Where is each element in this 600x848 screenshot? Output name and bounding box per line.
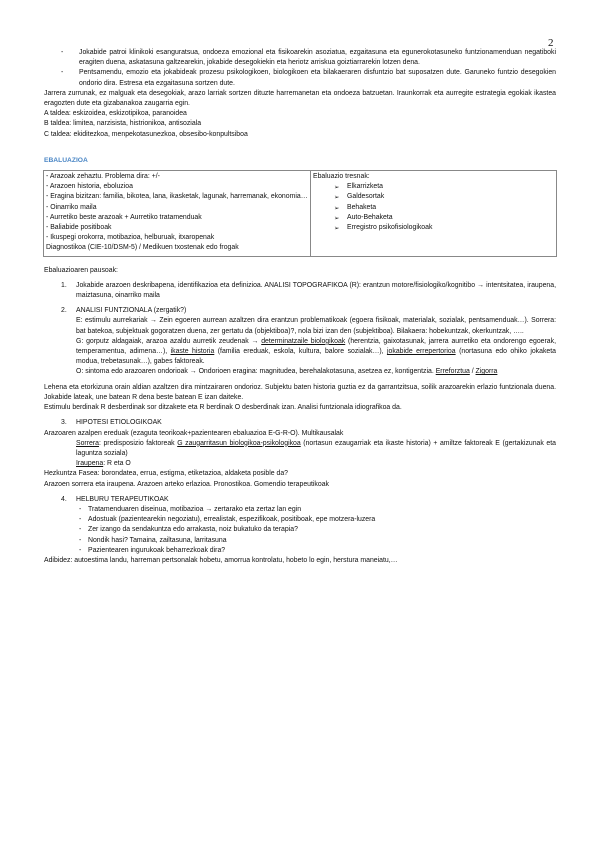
tools-title: Ebaluazio tresnak: [313,173,370,181]
paragraph: Estimulu berdinak R desberdinak sor ditzakete eta R berdinak O desberdinak izan. Analisi funtzionala idiografikoa da. [44,404,402,412]
page-number: 2 [548,37,554,49]
step2-o [44,367,556,377]
step-2 [44,306,556,316]
text: (nortasun ezaugarriak eta ikaste historia) + amiltze faktoreak E (gertakizunak eta laguntza soziala) [76,439,556,457]
text: ikaste historia [170,348,215,356]
text: (herentzia, gaixotasunak, jarrera aurretiko eta ondorengo egoerak, temperamentua, adimena…), [76,337,556,356]
sorrera-line [44,439,556,459]
list-item: - Nondik hasi? Tamaina, zailtasuna, larritasuna [44,536,556,546]
group-c: C taldea: ekiditezkoa, menpekotasunezkoa, obsesibo-konpultsiboa [44,130,248,138]
text: O: sintoma edo arazoaren ondorioak → Ondorioen eragina: magnitudea, berehalakotasuna, asetzea ez, kontigentzia. [76,368,434,376]
step2-e: E: estimulu aurrekariak → Zein egoeren aurrean azaltzen dira erantzun problematikoak (egoera fisikoak, materialak, sozialak, pentsamenduak…). Sorrera: bat batekoa, subjektuak gogoratzen duena, zer gertatu da (objektiboa)?, nola bizi izan den (subjektiboa). Bilakaera: hobekuntzak, okerkuntzak, ….. [76,317,556,335]
tool-item: ➢ Auto-Behaketa [313,213,554,223]
list-item: - Tratamenduaren diseinua, motibazioa → zertarako eta zertaz lan egin [44,505,556,515]
step-text: Jokabide arazoen deskribapena, identifikazioa eta definizioa. ANALISI TOPOGRAFIKOA (R): erantzun motore/fisiologiko/kognitibo → intentsitatea, iraupena, maiztasuna, oinarriko maila [76,281,556,300]
group-a: A taldea: eskizoidea, eskizotipikoa, paranoidea [44,110,187,118]
table-line: - Ikuspegi orokorra, motibazioa, helburuak, itxaropenak [46,234,215,242]
tool-item: ➢ Galdesortak [313,192,554,202]
list-item: - Adostuak (pazientearekin negoziatu), errealistak, espezifikoak, positiboak, epe motzera-luzera [44,515,556,525]
document-body [44,48,556,566]
table-line: Diagnostikoa (CIE-10/DSM-5) / Medikuen txostenak edo frogak [46,244,239,252]
list-item: - Jokabide patroi klinikoki esanguratsua, ondoeza emozional eta fisikoarekin asoziatua, ezgaitasuna eta egunerokotasuneko funtzionamenduan negatiboki eragiten duena, askatasuna galtzearekin, jokabide desegokiekin eta heriotz arriskua goiztiarrarekin lotzen dena. [44,48,556,68]
paragraph: Hezkuntza Fasea: borondatea, errua, estigma, etiketazioa, aldaketa posible da? [44,470,289,478]
step-number: 2. [61,307,67,315]
steps-intro: Ebaluazioaren pausoak: [44,266,118,274]
step-1 [44,281,556,301]
list-item: - Pentsamendu, emozio eta jokabideak prozesu psikologikoen, biologikoen eta bilakaeraren disfuntzio bat suposatzen dute. Garuneko funtzio desegokien ondorio dira. Estresa eta ezgaitasuna sortzen dute. [44,68,556,88]
list-item: - Zer izango da sendakuntza edo arrakasta, noiz bukatuko da terapia? [44,525,556,535]
list-item: - Pazientearen ingurukoak beharrezkoak dira? [44,546,556,556]
text: jokabide errepertorioa [387,348,456,356]
step2-g [44,337,556,368]
table-line: - Arazoen historia, eboluzioa [46,183,133,191]
tool-item: ➢ Elkarrizketa [313,182,554,192]
step-title: HELBURU TERAPEUTIKOAK [76,495,169,503]
step-4 [44,495,556,505]
text: : predisposizio faktoreak [98,439,175,447]
text: Erreforztua [435,368,470,376]
step-3 [44,418,556,428]
table-line: - Arazoak zehaztu. Problema dira: +/- [46,173,160,181]
evaluation-table [43,170,557,257]
text: G zaugarritasun biologikoa-psikologikoa [177,439,301,447]
step-title: ANALISI FUNTZIONALA (zergatik?) [76,307,187,315]
text: Zigorra [475,368,498,376]
paragraph: Jarrera zurrunak, ez malguak eta desegokiak, arazo larriak sortzen dituzte harremanetan eta ondoeza batzuetan. Iraunkorrak eta aurregite estrategia egokiak ikastea eragozten dute eta gizabanakoa zaugarria egin. [44,89,556,108]
text: / [469,368,476,376]
table-line: - Oinarriko maila [46,203,97,211]
step-title: HIPOTESI ETIOLOGIKOAK [76,419,162,427]
paragraph: Lehena eta etorkizuna orain aldian azaltzen dira mintzairaren ondorioz. Subjektu baten historia guztia ez da garrantzitsua, soilik arazoarekin erlazio funtzionala duena. Jokabide lateak, une batean R dena beste batean E izan daiteke. [44,383,556,401]
text: (familia ereduak, eskola, kultura, balore sozialak…), [217,348,384,356]
table-line: - Eragina bizitzan: familia, bikotea, lana, ikasketak, lagunak, harremanak, ekonomia… [46,193,308,201]
text: (nortasuna edo ohiko jokaketa modua, trebetasunak…), gabes faktoreak. [76,348,556,366]
label: Iraupena [76,460,104,468]
section-heading: EBALUAZIOA [44,156,88,164]
text: G: gorputz aldagaiak, arazoa azaldu aurretik zeudenak → [76,337,259,345]
group-b: B taldea: limitea, narzisista, histrionikoa, antisoziala [44,120,202,128]
tool-item: ➢ Behaketa [313,203,554,213]
step-number: 3. [61,419,67,427]
step-number: 4. [61,495,67,503]
table-line: - Aurretiko beste arazoak + Aurretiko tratamenduak [46,213,202,221]
step-number: 1. [61,281,67,289]
text: determinatzaile biologikoak [261,337,346,345]
table-right-cell [311,171,557,257]
paragraph: Arazoen sorrera eta iraupena. Arazoen arteko erlazioa. Pronostikoa. Gomendio terapeutikoak [44,480,329,488]
label: Sorrera [76,439,99,447]
table-left-cell [44,171,311,257]
tool-item: ➢ Erregistro psikofisiologikoak [313,223,554,233]
paragraph: Arazoaren azalpen ereduak (ezaguta teorikoak+pazientearen ebaluazioa E-G-R-O). Multikausalak [44,429,344,437]
paragraph: Adibidez: autoestima landu, harreman pertsonalak hobetu, amorrua kontrolatu, hobeto lo egin, herstura maneiatu,… [44,556,398,564]
iraupena-line [44,459,556,469]
text: : R eta O [103,460,131,468]
table-line: - Baliabide positiboak [46,224,112,232]
